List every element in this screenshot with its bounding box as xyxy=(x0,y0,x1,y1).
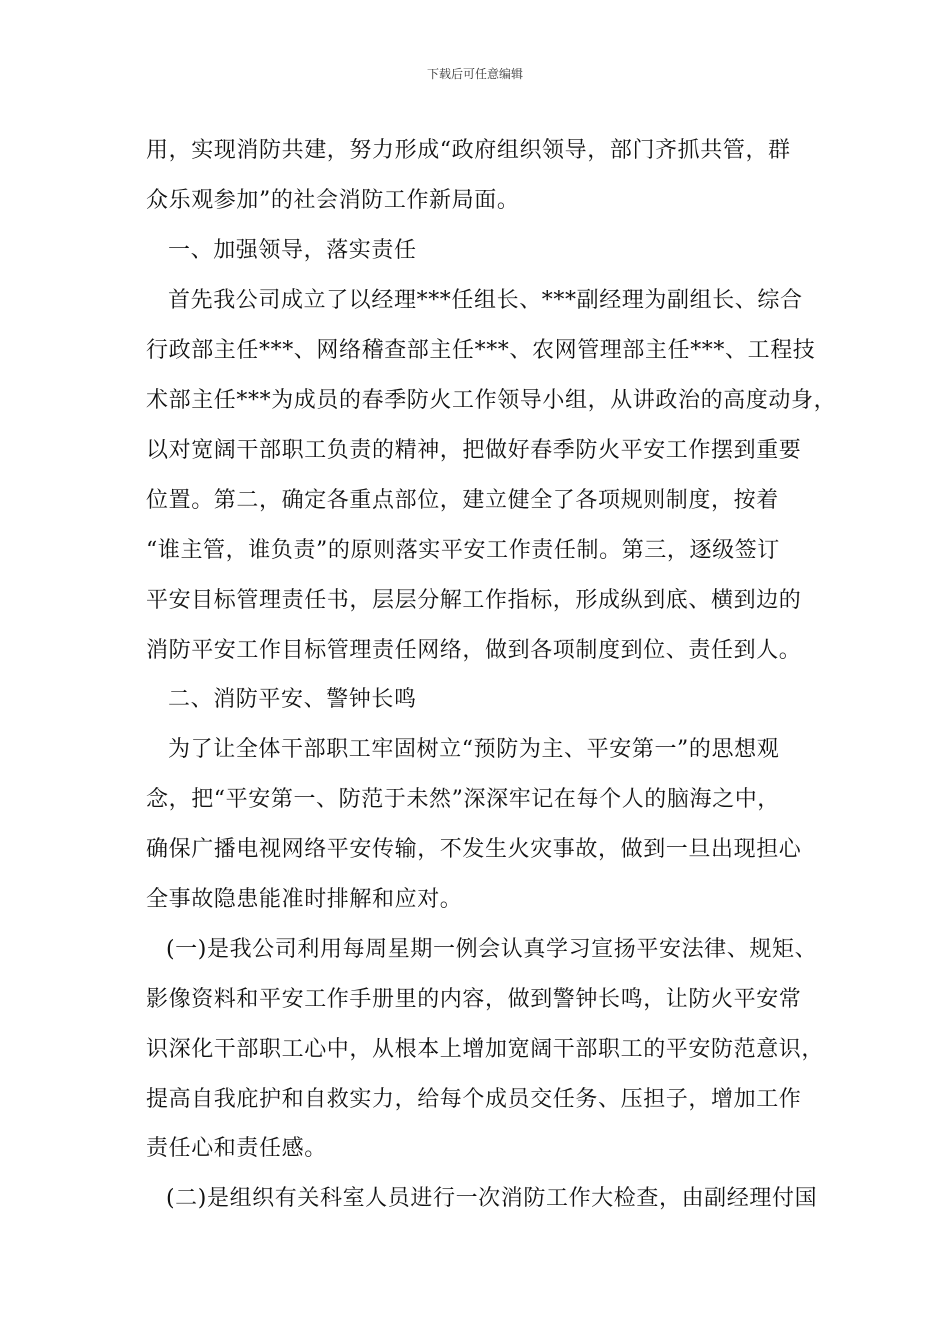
body-line: 众乐观参加”的社会消防工作新局面。 xyxy=(146,188,520,213)
section-heading: 二、消防平安、警钟长鸣 xyxy=(168,687,417,712)
body-line: 影像资料和平安工作手册里的内容，做到警钟长鸣，让防火平安常 xyxy=(146,987,802,1012)
body-line: 位置。第二，确定各重点部位，建立健全了各项规则制度，按着 xyxy=(146,488,779,513)
body-line: 识深化干部职工心中，从根本上增加宽阔干部职工的平安防范意识， xyxy=(146,1037,825,1062)
body-line: 平安目标管理责任书，层层分解工作指标，形成纵到底、横到边的 xyxy=(146,588,802,613)
page-header: 下载后可任意编辑 xyxy=(426,67,523,81)
body-line: 以对宽阔干部职工负责的精神，把做好春季防火平安工作摆到重要 xyxy=(146,438,802,463)
body-line: 确保广播电视网络平安传输，不发生火灾事故，做到一旦出现担心 xyxy=(146,837,802,862)
body-line: 为了让全体干部职工牢固树立“预防为主、平安第一”的思想观 xyxy=(168,737,780,762)
body-line: (一)是我公司利用每周星期一例会认真学习宣扬平安法律、规矩、 xyxy=(166,937,818,962)
section-heading: 一、加强领导，落实责任 xyxy=(168,238,417,263)
body-line: 用，实现消防共建，努力形成“政府组织领导，部门齐抓共管，群 xyxy=(146,138,791,163)
body-line: 术部主任***为成员的春季防火工作领导小组，从讲政治的高度动身， xyxy=(146,388,837,413)
body-line: “谁主管，谁负责”的原则落实平安工作责任制。第三，逐级签订 xyxy=(146,538,780,563)
body-line: 首先我公司成立了以经理***任组长、***副经理为副组长、综合 xyxy=(168,288,803,313)
body-line: 全事故隐患能准时排解和应对。 xyxy=(146,887,463,912)
body-line: 消防平安工作目标管理责任网络，做到各项制度到位、责任到人。 xyxy=(146,638,802,663)
body-line: 提高自我庇护和自救实力，给每个成员交任务、压担子，增加工作 xyxy=(146,1087,802,1112)
body-line: (二)是组织有关科室人员进行一次消防工作大检查，由副经理付国 xyxy=(166,1186,818,1211)
body-line: 行政部主任***、网络稽查部主任***、农网管理部主任***、工程技 xyxy=(146,338,816,363)
body-line: 念，把“平安第一、防范于未然”深深牢记在每个人的脑海之中， xyxy=(146,787,780,812)
body-line: 责任心和责任感。 xyxy=(146,1136,327,1161)
